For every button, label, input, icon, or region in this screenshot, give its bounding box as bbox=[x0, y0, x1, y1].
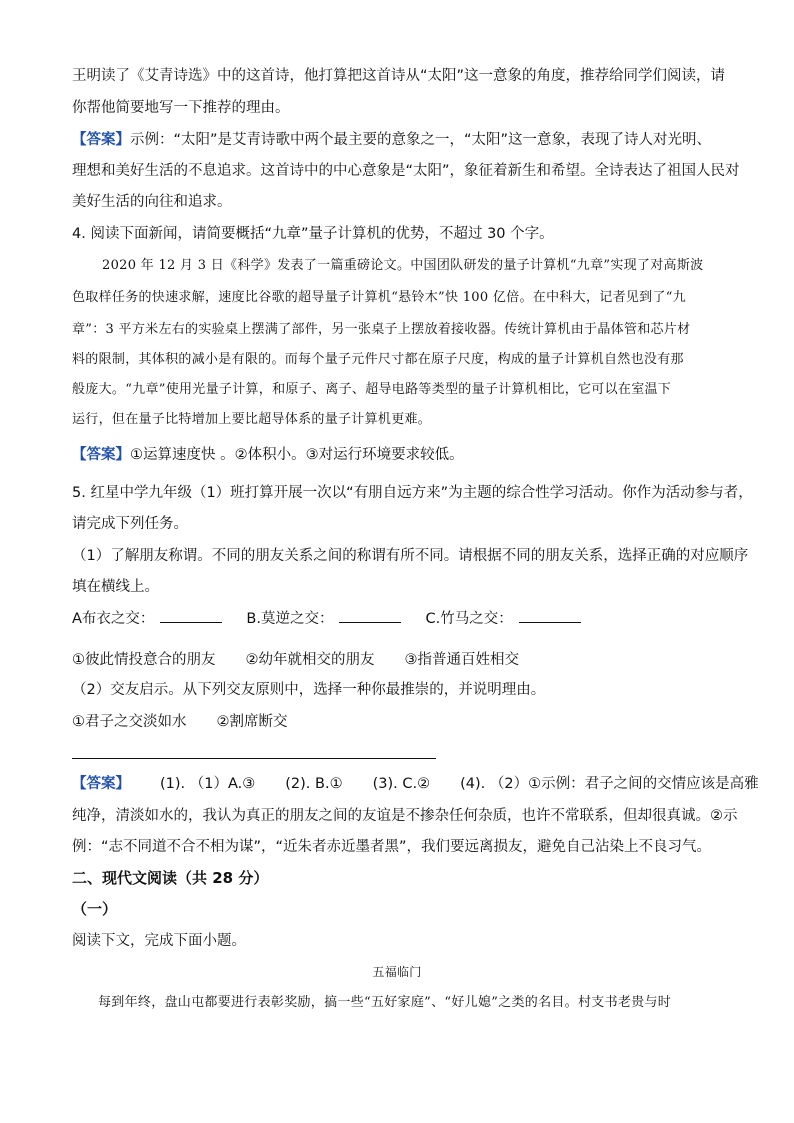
q3-answer-line-2: 理想和美好生活的不息追求。这首诗中的中心意象是“太阳”，象征着新生和希望。全诗表达了祖国人民对 bbox=[72, 163, 740, 179]
q5-principles-row bbox=[72, 712, 288, 732]
q5-task1-line-2: 填在横线上。 bbox=[72, 579, 159, 595]
q3-answer-line-1 bbox=[72, 130, 711, 150]
q5-task1-line-1: （1）了解朋友称谓。不同的朋友关系之间的称谓有所不同。请根据不同的朋友关系，选择正确的对应顺序 bbox=[72, 548, 749, 564]
q4-prompt: 4. 阅读下面新闻，请简要概括“九章”量子计算机的优势，不超过 30 个字。 bbox=[72, 226, 554, 242]
q5-ans-4: (4). （2）①示例：君子之间的交情应该是高雅 bbox=[460, 776, 759, 792]
q4-answer bbox=[72, 445, 464, 465]
principle-1: ①君子之交淡如水 bbox=[72, 714, 187, 730]
section-subheading: （一） bbox=[72, 900, 118, 918]
q4-news-line-1: 2020 年 12 月 3 日《科学》发表了一篇重磅论文。中国团队研发的量子计算机“九章”实现了对高斯波 bbox=[102, 258, 704, 273]
answer-underline[interactable] bbox=[72, 758, 436, 759]
q3-line-1: 王明读了《艾青诗选》中的这首诗，他打算把这首诗从“太阳”这一意象的角度，推荐给同学们阅读，请 bbox=[72, 68, 726, 84]
passage-first-line: 每到年终，盘山屯都要进行表彰奖励，搞一些“五好家庭”、“好儿媳”之类的名目。村支书老贵与时 bbox=[98, 995, 672, 1010]
q3-answer-text: 示例：“太阳”是艾青诗歌中两个最主要的意象之一，“太阳”这一意象，表现了诗人对光明、 bbox=[130, 132, 712, 148]
q5-ans-2: (2). B.① bbox=[285, 776, 343, 792]
q5-answer-line-1 bbox=[72, 774, 759, 794]
q5-intro-line-2: 请完成下列任务。 bbox=[72, 516, 188, 532]
blank-c-label: C.竹马之交： bbox=[425, 611, 513, 627]
blank-a-label: A布衣之交： bbox=[72, 611, 155, 627]
passage-title: 五福临门 bbox=[372, 965, 422, 979]
q4-news-line-5: 般庞大。“九章”使用光量子计算，和原子、离子、超导电路等类型的量子计算机相比，它可以在室温下 bbox=[72, 382, 672, 397]
blank-a-line[interactable] bbox=[160, 608, 222, 623]
option-1: ①彼此情投意合的朋友 bbox=[72, 652, 216, 668]
q3-line-2: 你帮他简要地写一下推荐的理由。 bbox=[72, 100, 290, 116]
q5-intro-line-1: 5. 红星中学九年级（1）班打算开展一次以“有朋自远方来”为主题的综合性学习活动。你作为活动参与者， bbox=[72, 485, 753, 501]
q5-options-row bbox=[72, 650, 519, 670]
q4-news-line-3: 章”：3 平方米左右的实验桌上摆满了部件，另一张桌子上摆放着接收器。传统计算机由于晶体管和芯片材 bbox=[72, 322, 691, 337]
blank-b-line[interactable] bbox=[339, 608, 401, 623]
q4-answer-text: ①运算速度快 。②体积小。③对运行环境要求较低。 bbox=[130, 447, 464, 463]
answer-tag: 【答案】 bbox=[72, 447, 130, 463]
blank-b-label: B.莫逆之交： bbox=[246, 611, 334, 627]
answer-tag: 【答案】 bbox=[72, 776, 130, 792]
section-instruction: 阅读下文，完成下面小题。 bbox=[72, 933, 246, 949]
q4-news-line-4: 料的限制，其体积的减小是有限的。而每个量子元件尺寸都在原子尺度，构成的量子计算机自然也没有那 bbox=[72, 352, 684, 367]
q5-answer-line-2: 纯净，清淡如水的，我认为真正的朋友之间的友谊是不掺杂任何杂质，也许不常联系，但却很真诚。②示 bbox=[72, 808, 738, 824]
q4-news-line-6: 运行，但在量子比特增加上要比超导体系的量子计算机更难。 bbox=[72, 412, 432, 427]
q5-ans-1: (1). （1）A.③ bbox=[160, 776, 256, 792]
blank-c-line[interactable] bbox=[519, 608, 581, 623]
q3-answer-line-3: 美好生活的向往和追求。 bbox=[72, 194, 232, 210]
q5-ans-3: (3). C.② bbox=[372, 776, 431, 792]
q5-blanks-row bbox=[72, 608, 587, 629]
option-3: ③指普通百姓相交 bbox=[404, 652, 519, 668]
section-heading: 二、现代文阅读（共 28 分） bbox=[72, 869, 269, 887]
principle-2: ②割席断交 bbox=[216, 714, 288, 730]
q5-answer-line-3: 例：“志不同道不合不相为谋”，“近朱者赤近墨者黑”，我们要远离损友，避免自己沾染上不良习气。 bbox=[72, 839, 712, 855]
q5-task2: （2）交友启示。从下列交友原则中，选择一种你最推崇的，并说明理由。 bbox=[72, 682, 546, 698]
q4-news-line-2: 色取样任务的快速求解，速度比谷歌的超导量子计算机“悬铃木”快 100 亿倍。在中科大，记者见到了“九 bbox=[72, 290, 687, 305]
answer-tag: 【答案】 bbox=[72, 132, 130, 148]
option-2: ②幼年就相交的朋友 bbox=[245, 652, 375, 668]
